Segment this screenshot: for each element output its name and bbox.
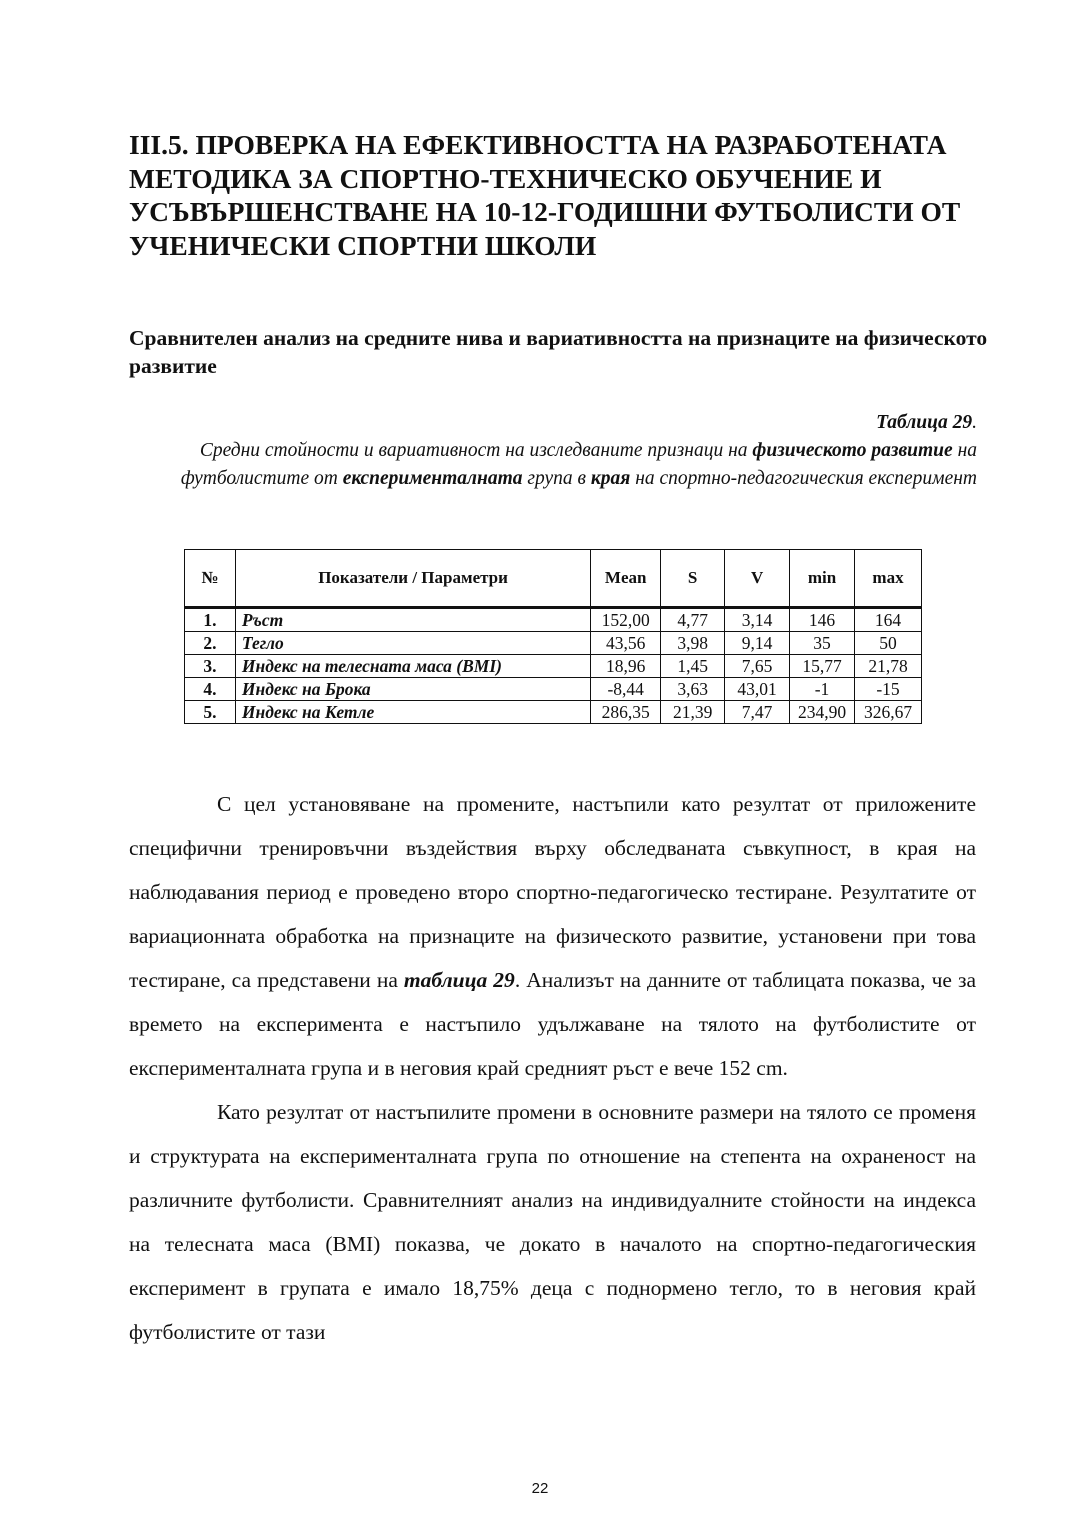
row-number: 2.	[185, 632, 236, 655]
table-row	[185, 655, 922, 678]
row-parameter: Индекс на Кетле	[235, 701, 590, 724]
caption-bold-2: експерименталната	[342, 468, 523, 489]
row-s: 4,77	[661, 608, 725, 632]
row-min: 35	[790, 632, 855, 655]
chapter-title: III.5. ПРОВЕРКА НА ЕФЕКТИВНОСТТА НА РАЗРАБОТЕНАТА МЕТОДИКА ЗА СПОРТНО-ТЕХНИЧЕСКО ОБУЧЕНИЕ И УСЪВЪРШЕНСТВАНЕ НА 10-12-ГОДИШНИ ФУТБОЛИСТИ ОТ УЧЕНИЧЕСКИ СПОРТНИ ШКОЛИ	[129, 129, 961, 261]
header-s: S	[661, 550, 725, 608]
row-v: 9,14	[725, 632, 790, 655]
header-max: max	[855, 550, 922, 608]
row-number: 5.	[185, 701, 236, 724]
row-s: 21,39	[661, 701, 725, 724]
caption-part-1: Средни стойности и вариативност на изследваните признаци на	[199, 440, 753, 461]
table-row	[185, 608, 922, 632]
table-header-row	[185, 550, 922, 608]
caption-part-2: на футболистите от	[180, 440, 977, 489]
row-max: 326,67	[855, 701, 922, 724]
row-number: 4.	[185, 678, 236, 701]
table-row	[185, 701, 922, 724]
table-label-suffix: .	[972, 412, 977, 433]
row-parameter: Индекс на телесната маса (BMI)	[235, 655, 590, 678]
physical-development-table	[184, 549, 922, 724]
row-max: 50	[855, 632, 922, 655]
table-label-text: Таблица 29	[876, 412, 973, 433]
caption-part-3: група в	[522, 468, 591, 489]
paragraph-1	[129, 782, 976, 1090]
table-caption	[147, 437, 977, 493]
table-reference: таблица 29	[403, 968, 515, 992]
paragraph-1-start: С цел установяване на промените, настъпили като резултат от приложените специфични тренировъчни въздействия върху обследваната съвкупност, в края на наблюдавания период е проведено второ спортно-педагогическо тестиране. Резултатите от вариационната обработка на признаците на физическото развитие, установени при това тестиране, са представени на	[129, 792, 976, 992]
header-mean: Mean	[591, 550, 661, 608]
header-parameter: Показатели / Параметри	[235, 550, 590, 608]
row-min: 15,77	[790, 655, 855, 678]
header-number: №	[185, 550, 236, 608]
page-number: 22	[531, 1480, 549, 1497]
row-max: 164	[855, 608, 922, 632]
header-min: min	[790, 550, 855, 608]
row-s: 3,98	[661, 632, 725, 655]
paragraph-2: Като резултат от настъпилите промени в основните размери на тялото се променя и структурата на експерименталната група по отношение на степента на охраненост на различните футболисти. Сравнителният анализ на индивидуалните стойности на индекса на телесната маса (BMI) показва, че докато в началото на спортно-педагогическия експеримент в групата е имало 18,75% деца с поднормено тегло, то в неговия край футболистите от тази	[129, 1100, 976, 1344]
paragraph-1-end: . Анализът на данните от таблицата показва, че за времето на експеримента е настъпило удължаване на тялото на футболистите от експерименталната група и в неговия край средният ръст е вече 152 cm.	[129, 968, 976, 1080]
row-max: -15	[855, 678, 922, 701]
row-s: 3,63	[661, 678, 725, 701]
row-mean: 286,35	[591, 701, 661, 724]
row-v: 3,14	[725, 608, 790, 632]
row-number: 3.	[185, 655, 236, 678]
body-text	[129, 782, 976, 1354]
row-min: 234,90	[790, 701, 855, 724]
row-min: -1	[790, 678, 855, 701]
caption-bold-1: физическото развитие	[752, 440, 953, 461]
row-max: 21,78	[855, 655, 922, 678]
header-v: V	[725, 550, 790, 608]
table-row	[185, 632, 922, 655]
row-v: 7,65	[725, 655, 790, 678]
row-mean: 152,00	[591, 608, 661, 632]
section-heading: Сравнителен анализ на средните нива и вариативността на признаците на физическото развитие	[129, 326, 988, 378]
row-number: 1.	[185, 608, 236, 632]
row-mean: -8,44	[591, 678, 661, 701]
row-s: 1,45	[661, 655, 725, 678]
row-parameter: Тегло	[235, 632, 590, 655]
row-mean: 43,56	[591, 632, 661, 655]
table-label	[876, 409, 977, 437]
row-mean: 18,96	[591, 655, 661, 678]
row-parameter: Ръст	[235, 608, 590, 632]
caption-part-4: на спортно-педагогическия експеримент	[630, 468, 977, 489]
row-v: 7,47	[725, 701, 790, 724]
row-parameter: Индекс на Брока	[235, 678, 590, 701]
row-min: 146	[790, 608, 855, 632]
caption-bold-3: края	[590, 468, 631, 489]
table-row	[185, 678, 922, 701]
row-v: 43,01	[725, 678, 790, 701]
